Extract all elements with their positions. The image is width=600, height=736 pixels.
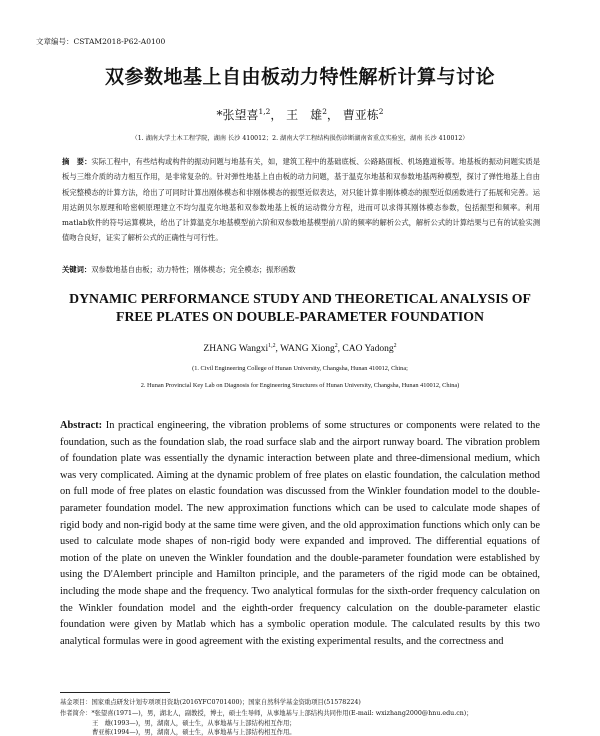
cn-author-sep: ，	[270, 108, 283, 122]
english-authors	[0, 343, 600, 354]
cn-author-sup: 2	[322, 107, 327, 116]
cn-keywords-text: 双参数地基自由板；动力特性；刚体模态；完全模态；振形函数	[91, 265, 296, 274]
cn-author-sup: 2	[378, 107, 384, 116]
footnote-author-text: *张望喜(1971—)，男，湖北人，副教授，博士，硕士生导师，从事地基与上部结构共同作用(E-mail: wxizhang2000@hnu.edu.cn)；	[91, 710, 473, 717]
english-title-line: FREE PLATES ON DOUBLE-PARAMETER FOUNDATION	[116, 309, 484, 324]
chinese-title: 双参数地基上自由板动力特性解析计算与讨论	[104, 66, 495, 88]
chinese-abstract	[62, 154, 540, 246]
cn-author-name: *张望喜	[216, 108, 259, 122]
cn-abstract-label: 摘 要：	[62, 157, 92, 166]
footnote-author-2: 王 雄(1993—)，男，湖南人，硕士生，从事地基与上部结构相互作用；	[92, 720, 296, 727]
english-abstract	[60, 418, 540, 650]
footnote-author-3: 曹亚栋(1994—)，男，湖南人，硕士生，从事地基与上部结构相互作用。	[92, 729, 296, 736]
cn-author-sup: 1,2	[258, 107, 271, 116]
en-author-sep: ,	[337, 344, 343, 355]
document-number: 文章编号：CSTAM2018-P62-A0100	[36, 37, 166, 46]
footnote-fund: 基金项目：国家重点研发计划专项项目资助(2016YFC0701400)；国家自然科学基金资助项目(51578224)	[60, 699, 361, 706]
en-author-sup: 2	[334, 343, 338, 349]
english-affiliation-1: (1. Civil Engineering College of Hunan University, Changsha, Hunan 410012, China;	[192, 365, 408, 372]
en-author-sep: ,	[275, 344, 281, 355]
footnote-author-1	[60, 708, 473, 717]
english-affiliation-2: 2. Hunan Provincial Key Lab on Diagnosis for Engineering Structures of Hunan University, Changsha, Hunan 410012, China)	[140, 382, 460, 389]
en-author-sup: 1,2	[268, 343, 276, 349]
english-title	[20, 290, 580, 326]
en-author-name: CAO Yadong	[342, 344, 394, 355]
en-abstract-text: In practical engineering, the vibration problems of some structures or components were related to the foundation, such as the foundation slab, the road surface slab and the airport runway board. The vibration problem of foundation plate was essentially the dynamic interaction between plate and three-dimensional medium, which was very complicated. Aiming at the dynamic problem of free plates on elastic foundation, the calculation method on full mode of free plates on elastic foundation was discussed from the Winkler foundation model to the double-parameter foundation model. The new approximation functions which can be used to calculate mode shapes of rigid body and non-rigid body at the same time were given, and the old approximation functions which only can be used to calculate mode shapes of non-rigid body were expanded and improved. The differential equations of motion of the plate on uneven the Winkler foundation and the double-parameter foundation were established by using the D'Alembert principle and Hamilton principle, and the parameters of the rigid mode can be obtained, including the mode shape and the frequency. Two analytical formulas for the sixth-order frequency calculation on the Winkler foundation model and the eighth-order frequency calculation on the double-parameter elastic foundation were given by Matlab which has a symbolic operation module. The calculated results by this two analytical formulas were in good agreement with the existing experimental results, and the correctness and	[60, 420, 540, 647]
chinese-keywords	[62, 265, 540, 275]
cn-author-name: 曹亚栋	[342, 108, 379, 122]
footnote-divider	[60, 692, 170, 693]
cn-abstract-text: 实际工程中，有些结构或构件的振动问题与地基有关，如，建筑工程中的基础底板、公路路面板、机场跑道板等。地基板的振动问题实质是板与三维介质的动力相互作用，是非常复杂的。针对弹性地基上自由板的动力问题，基于温克尔地基和双参数地基两种模型，探讨了弹性地基上自由板完整模态的计算方法，给出了可同时计算出刚体模态和非刚体模态的振型近似表达，对只能计算非刚体模态的振型近似函数进行了拓展和完善。运用达朗贝尔原理和哈密顿原理建立不均匀温克尔地基和双参数地基上板的运动微分方程，进而可以求得其刚体模态参数，包括振型和频率。利用matlab软件的符号运算模块，给出了计算温克尔地基模型前六阶和双参数地基模型前八阶的频率的解析公式，解析公式的计算结果与已有的试验实测值吻合良好，证实了解析公式的正确性与可行性。	[62, 157, 540, 243]
cn-author-sep: ，	[326, 108, 339, 122]
cn-author-name: 王 雄	[286, 108, 323, 122]
en-author-name: WANG Xiong	[280, 344, 335, 355]
english-title-line: DYNAMIC PERFORMANCE STUDY AND THEORETICAL ANALYSIS OF	[69, 291, 531, 306]
en-author-sup: 2	[393, 343, 397, 349]
en-author-name: ZHANG Wangxi	[203, 344, 269, 355]
footnote-author-label: 作者简介：	[60, 710, 92, 717]
en-abstract-label: Abstract:	[60, 420, 103, 431]
chinese-authors	[0, 106, 600, 123]
cn-keywords-label: 关键词：	[62, 265, 92, 274]
chinese-affiliations: （1. 湖南大学土木工程学院，湖南 长沙 410012；2. 湖南大学工程结构损伤诊断湖南省重点实验室，湖南 长沙 410012）	[131, 135, 469, 142]
